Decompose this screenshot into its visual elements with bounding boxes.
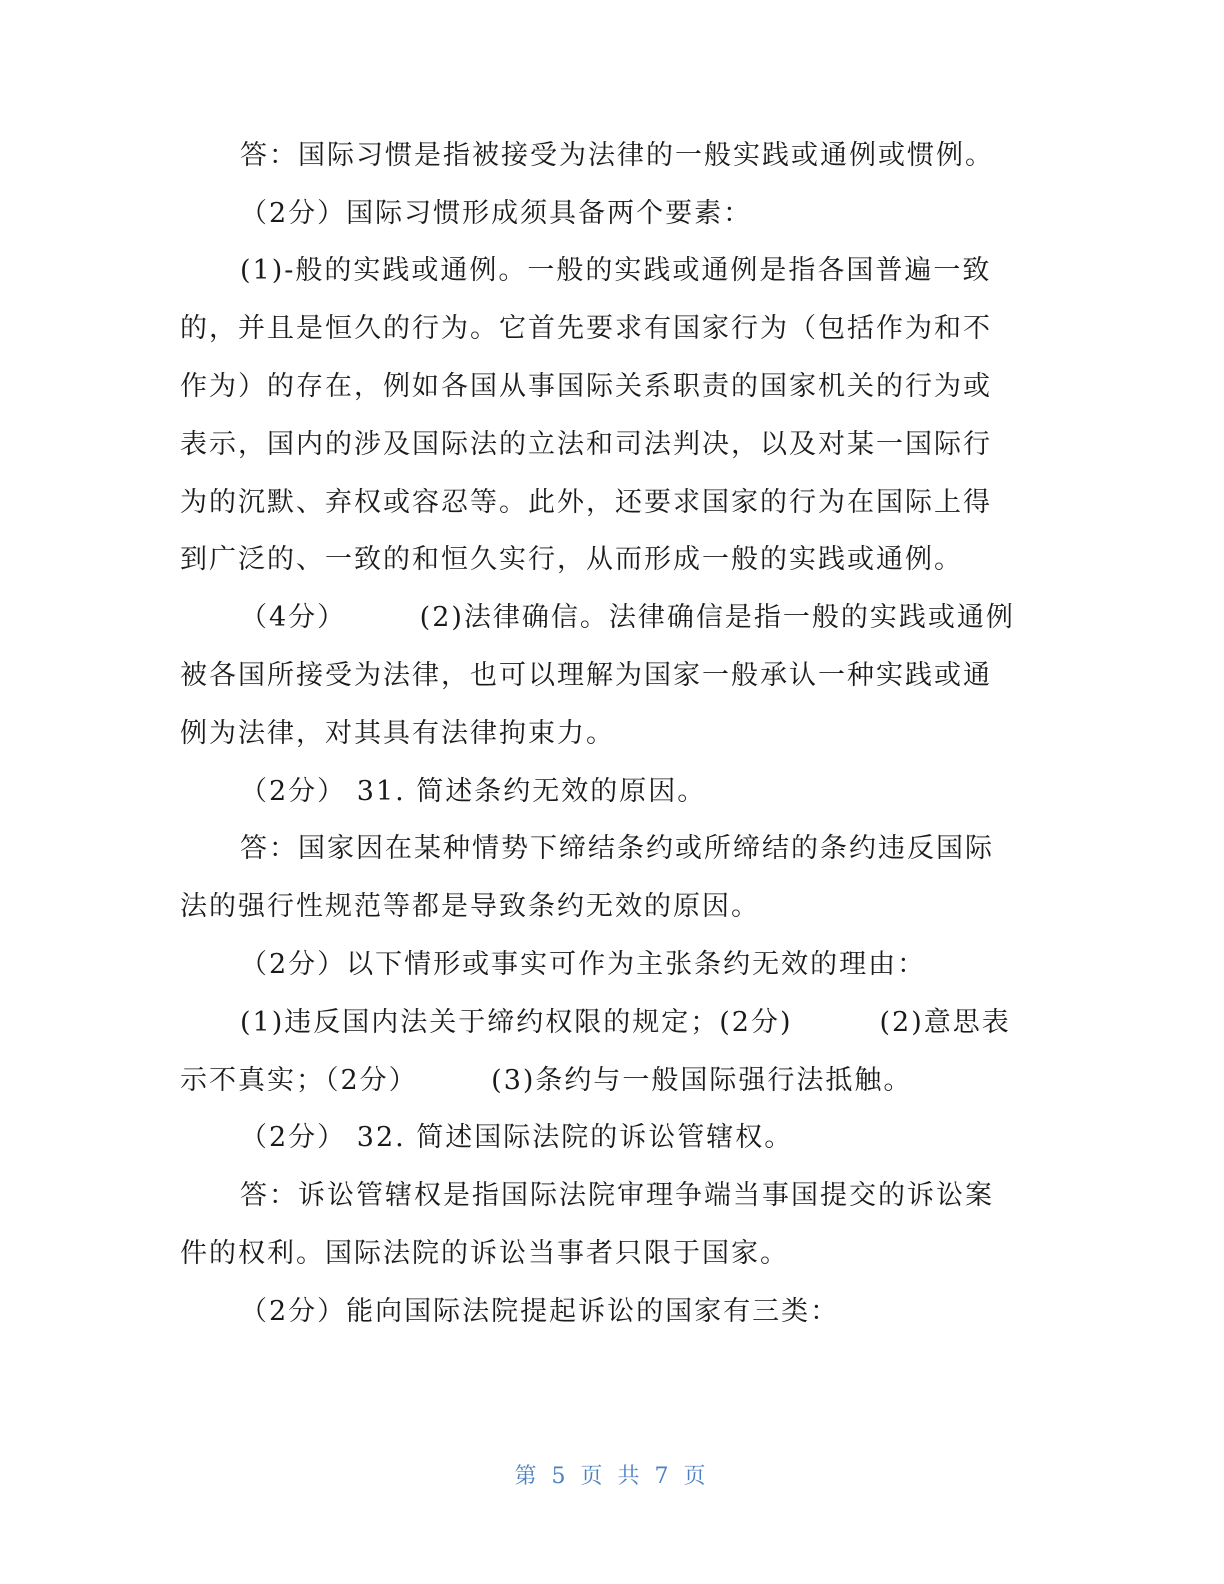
text-line: 件的权利。国际法院的诉讼当事者只限于国家。 xyxy=(180,1238,789,1269)
text-line: 表示，国内的涉及国际法的立法和司法判决，以及对某一国际行 xyxy=(180,429,992,460)
text-line: 答：国际习惯是指被接受为法律的一般实践或通例或惯例。 xyxy=(240,140,994,171)
text-line: （2分）国际习惯形成须具备两个要素： xyxy=(240,198,753,229)
text-line: 答：国家因在某种情势下缔结条约或所缔结的条约违反国际 xyxy=(240,833,994,864)
text-line: 被各国所接受为法律，也可以理解为国家一般承认一种实践或通 xyxy=(180,660,992,691)
text-line: 的，并且是恒久的行为。它首先要求有国家行为（包括作为和不 xyxy=(180,313,992,344)
page-number-footer: 第 5 页 共 7 页 xyxy=(514,1464,710,1489)
text-line: 示不真实；（2分） (3)条约与一般国际强行法抵触。 xyxy=(180,1065,913,1096)
text-line: （2分） 31. 简述条约无效的原因。 xyxy=(240,776,707,807)
text-line: 作为）的存在，例如各国从事国际关系职责的国家机关的行为或 xyxy=(180,371,992,402)
text-line: 法的强行性规范等都是导致条约无效的原因。 xyxy=(180,891,760,922)
text-line: 到广泛的、一致的和恒久实行，从而形成一般的实践或通例。 xyxy=(180,544,963,575)
text-line: （2分）能向国际法院提起诉讼的国家有三类： xyxy=(240,1296,840,1327)
text-line: 为的沉默、弃权或容忍等。此外，还要求国家的行为在国际上得 xyxy=(180,487,992,518)
text-line: (1)违反国内法关于缔约权限的规定；(2分) (2)意思表 xyxy=(240,1007,1011,1038)
text-line: （2分） 32. 简述国际法院的诉讼管辖权。 xyxy=(240,1122,794,1153)
text-line: 例为法律，对其具有法律拘束力。 xyxy=(180,718,615,749)
text-line: （2分）以下情形或事实可作为主张条约无效的理由： xyxy=(240,949,927,980)
text-line: （4分） (2)法律确信。法律确信是指一般的实践或通例 xyxy=(240,602,1015,633)
text-line: 答：诉讼管辖权是指国际法院审理争端当事国提交的诉讼案 xyxy=(240,1180,994,1211)
text-line: (1)-般的实践或通例。一般的实践或通例是指各国普遍一致 xyxy=(240,255,992,286)
